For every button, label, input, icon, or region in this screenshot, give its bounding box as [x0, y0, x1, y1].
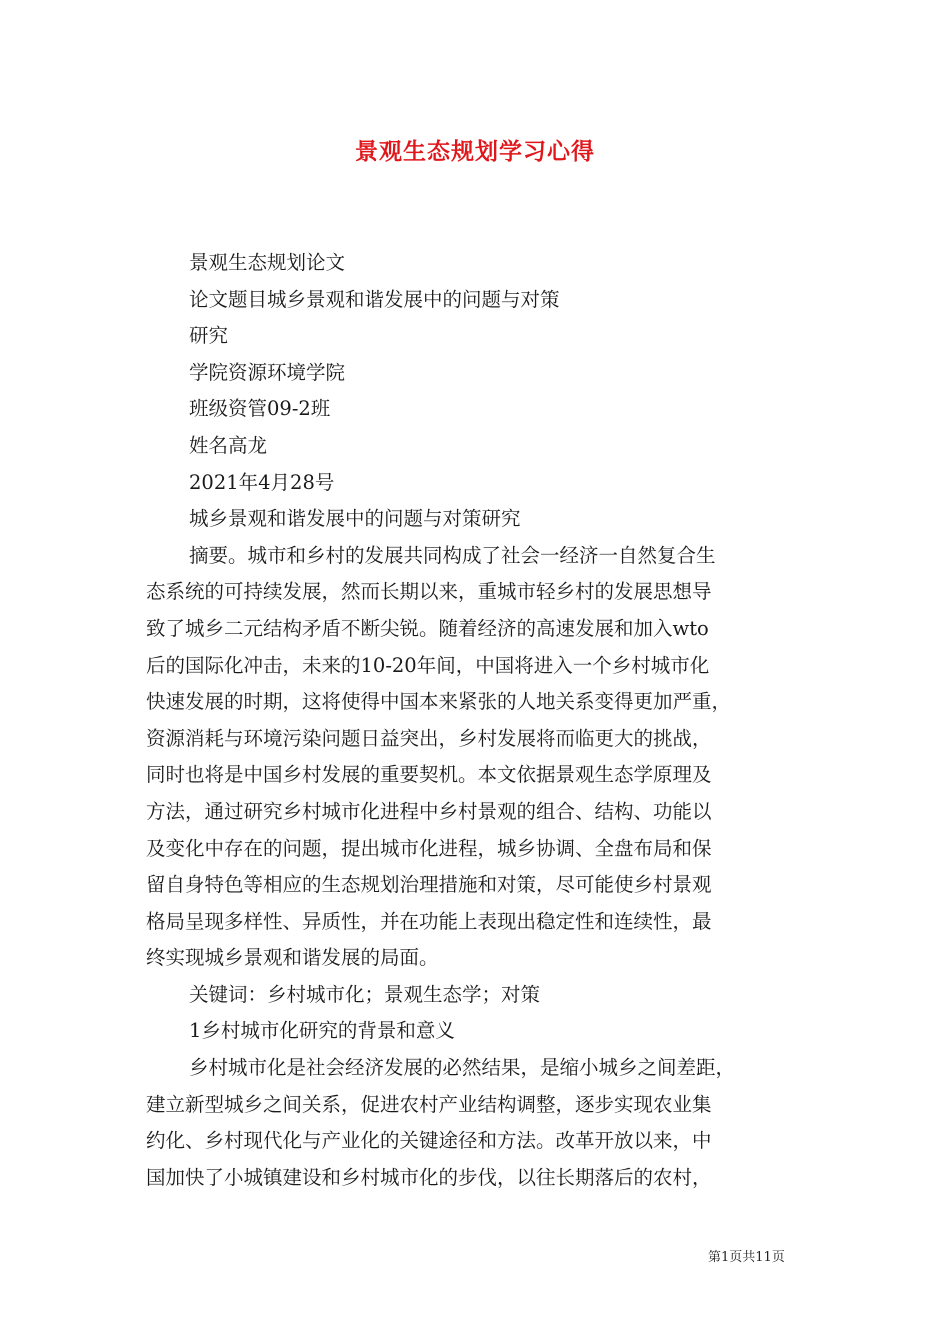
- abstract-line: 资源消耗与环境污染问题日益突出，乡村发展将而临更大的挑战，: [146, 726, 712, 750]
- section-line: 约化、乡村现代化与产业化的关键途径和方法。改革开放以来，中: [146, 1129, 712, 1153]
- section-line: 乡村城市化是社会经济发展的必然结果，是缩小城乡之间差距，: [189, 1056, 736, 1080]
- abstract-line: 快速发展的时期，这将使得中国本来紧张的人地关系变得更加严重，: [146, 690, 732, 714]
- abstract-line: 态系统的可持续发展，然而长期以来，重城市轻乡村的发展思想导: [146, 580, 712, 604]
- abstract-line: 同时也将是中国乡村发展的重要契机。本文依据景观生态学原理及: [146, 763, 712, 787]
- section-line: 国加快了小城镇建设和乡村城市化的步伐，以往长期落后的农村，: [146, 1165, 712, 1189]
- section-heading: 1乡村城市化研究的背景和意义: [189, 1019, 455, 1043]
- abstract-paragraph: [146, 538, 816, 977]
- document-body: [146, 245, 816, 1196]
- abstract-line: 方法，通过研究乡村城市化进程中乡村景观的组合、结构、功能以: [146, 799, 712, 823]
- header-line: 学院资源环境学院: [189, 360, 346, 384]
- abstract-line: 后的国际化冲击，未来的10-20年间，中国将进入一个乡村城市化: [146, 653, 710, 677]
- header-line: 研究: [189, 324, 229, 348]
- section-line: 建立新型城乡之间关系，促进农村产业结构调整，逐步实现农业集: [146, 1092, 712, 1116]
- header-line: 班级资管09-2班: [189, 397, 331, 421]
- header-line: 2021年4月28号: [189, 470, 335, 494]
- header-line: 论文题目城乡景观和谐发展中的问题与对策: [189, 287, 560, 311]
- abstract-line: 终实现城乡景观和谐发展的局面。: [146, 946, 439, 970]
- section-paragraph: [146, 1050, 816, 1196]
- abstract-line: 留自身特色等相应的生态规划治理措施和对策，尽可能使乡村景观: [146, 873, 712, 897]
- abstract-line: 及变化中存在的问题，提出城市化进程，城乡协调、全盘布局和保: [146, 836, 712, 860]
- abstract-line: 摘要。城市和乡村的发展共同构成了社会一经济一自然复合生: [189, 543, 716, 567]
- page-title: 景观生态规划学习心得: [355, 138, 595, 165]
- keywords: 关键词：乡村城市化；景观生态学；对策: [189, 982, 541, 1006]
- abstract-line: 致了城乡二元结构矛盾不断尖锐。随着经济的高速发展和加入wto: [146, 616, 709, 640]
- header-line: 景观生态规划论文: [189, 251, 346, 274]
- header-line: 姓名高龙: [189, 433, 268, 457]
- header-line: 城乡景观和谐发展中的问题与对策研究: [189, 507, 521, 531]
- abstract-line: 格局呈现多样性、异质性，并在功能上表现出稳定性和连续性，最: [146, 909, 712, 933]
- page-indicator: 第1页共11页: [708, 1250, 785, 1265]
